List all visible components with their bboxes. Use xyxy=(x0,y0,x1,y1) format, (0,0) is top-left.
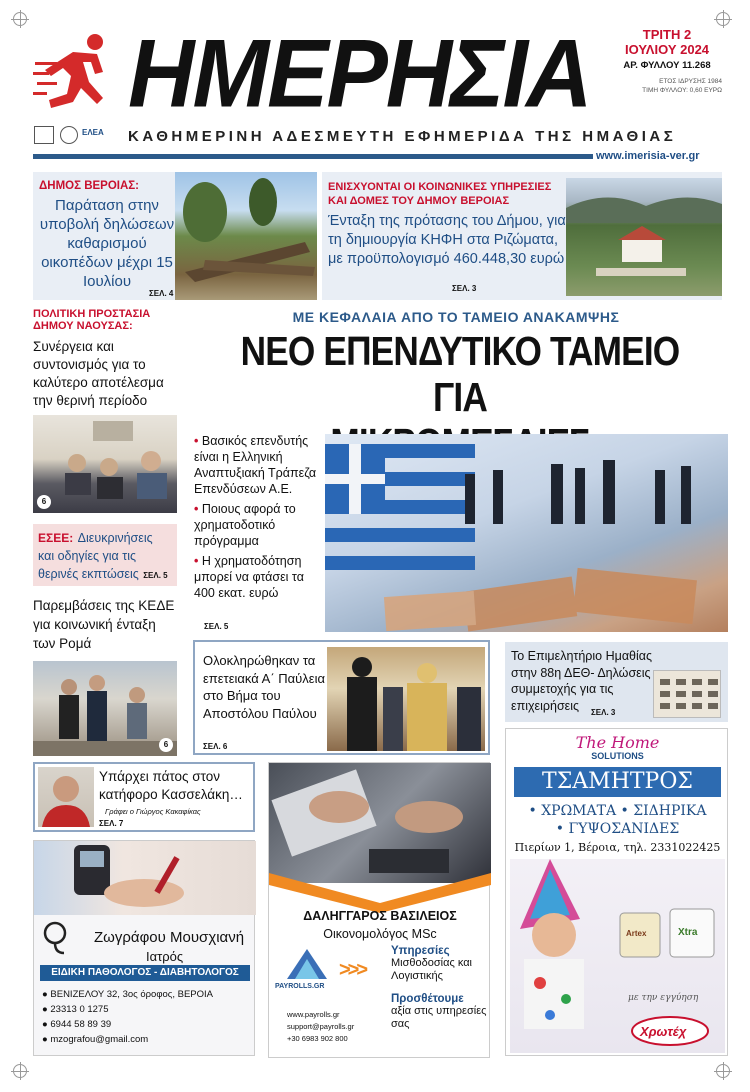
story-text: Ένταξη της πρότασης του Δήμου, για τη δημιουργία ΚΗΦΗ στα Ριζώματα, με προϋπολογισμό 460.448,30 ευρώ xyxy=(328,213,566,267)
naousa-text[interactable]: Συνέργεια και συντονισμός για το καλύτερο αποτέλεσμα την θερινή περίοδο xyxy=(33,339,164,408)
accountant-email[interactable]: support@payrolls.gr xyxy=(287,1022,355,1031)
date-day: ΤΡΙΤΗ 2 xyxy=(642,27,692,42)
doctor-mobile: ● 6944 58 89 39 xyxy=(42,1019,112,1030)
issue-number: ΑΡ. ΦΥΛΛΟΥ 11.268 xyxy=(623,60,711,71)
doctor-name: Ζωγράφου Μουσχιανή xyxy=(94,929,245,946)
lead-kicker: ΜΕ ΚΕΦΑΛΑΙΑ ΑΠΟ ΤΟ ΤΑΜΕΙΟ ΑΝΑΚΑΜΨΗΣ xyxy=(292,309,620,325)
page-ref: ΣΕΛ. 6 xyxy=(203,742,228,751)
orange-chevron-banner xyxy=(269,873,491,913)
author-photo xyxy=(38,767,94,827)
runner-logo-icon xyxy=(33,32,115,116)
page-badge: 6 xyxy=(37,495,51,509)
paint-store-ad[interactable] xyxy=(505,728,728,1056)
phone-icon: ● xyxy=(42,1004,48,1015)
top-left-story[interactable] xyxy=(33,172,317,300)
meeting-photo xyxy=(33,415,177,513)
accountant-title: Οικονομολόγος MSc xyxy=(323,927,437,941)
payrolls-brand: PAYROLLS.GR xyxy=(275,983,325,990)
registration-mark xyxy=(13,1064,27,1078)
registration-mark xyxy=(13,12,27,26)
story-text: Το Επιμελητήριο Ημαθίας στην 88η ΔΕΘ- Δηλώσεις συμμετοχής για τις επιχειρήσεις xyxy=(511,649,653,713)
paint-can-label: Artex xyxy=(626,929,647,938)
pavleia-story[interactable] xyxy=(193,640,490,755)
building-photo xyxy=(653,670,721,718)
chrotex-logo: Χρωτέχ xyxy=(640,1024,687,1039)
column-author: Γράφει ο Γιώργος Κακαφίκας xyxy=(105,807,201,816)
products-line: • ΓΥΨΟΣΑΝΙΔΕΣ xyxy=(555,821,680,837)
page-ref: ΣΕΛ. 3 xyxy=(452,284,477,293)
date-month: ΙΟΥΛΙΟΥ 2024 xyxy=(624,42,710,57)
mobile-icon: ● xyxy=(42,1019,48,1030)
esee-story[interactable] xyxy=(33,524,177,586)
stethoscope-icon xyxy=(38,921,72,957)
investment-fund-photo xyxy=(325,434,728,632)
seal-icon xyxy=(60,126,78,144)
chamber-story[interactable] xyxy=(505,642,728,722)
store-address: Πιερίων 1, Βέροια, τηλ. 2331022425 xyxy=(514,841,721,854)
accountant-ad[interactable] xyxy=(268,762,490,1058)
page-ref: ΣΕΛ. 4 xyxy=(149,289,174,298)
doctor-specialty: ΕΙΔΙΚΗ ΠΑΘΟΛΟΓΟΣ - ΔΙΑΒΗΤΟΛΟΓΟΣ xyxy=(40,965,250,981)
services-header: Υπηρεσίες xyxy=(391,945,450,957)
bullet-item: • Η χρηματοδότηση μπορεί να φτάσει τα 400 εκατ. ευρώ xyxy=(194,553,326,601)
top-right-story[interactable] xyxy=(322,172,722,300)
doctor-phone: ● 23313 0 1275 xyxy=(42,1004,109,1015)
esee-header: ΕΣΕΕ: xyxy=(38,531,74,545)
doctor-ad[interactable] xyxy=(33,840,255,1056)
story-header: ΕΝΙΣΧΥΟΝΤΑΙ ΟΙ ΚΟΙΝΩΝΙΚΕΣ ΥΠΗΡΕΣΙΕΣ ΚΑΙ ΔΟΜΕΣ ΤΟΥ ΔΗΜΟΥ ΒΕΡΟΙΑΣ xyxy=(328,181,552,207)
doctor-title: Ιατρός xyxy=(146,949,184,964)
column-story[interactable] xyxy=(33,762,255,832)
doctor-email: ● mzografou@gmail.com xyxy=(42,1034,149,1045)
doctor-address: ● ΒΕΝΙΖΕΛΟΥ 32, 3ος όροφος, ΒΕΡΟΙΑ xyxy=(42,989,214,1000)
bullet-item: • Βασικός επενδυτής είναι η Ελληνική Αναπτυξιακή Τράπεζα Επενδύσεων Α.Ε. xyxy=(194,433,326,497)
paint-can-label: Xtra xyxy=(678,927,698,938)
registration-mark xyxy=(716,12,730,26)
naousa-header: ΠΟΛΙΤΙΚΗ ΠΡΟΣΤΑΣΙΑ ΔΗΜΟΥ ΝΑΟΥΣΑΣ: xyxy=(33,308,151,332)
products-line: • ΧΡΩΜΑΤΑ • ΣΙΔΗΡΙΚΑ xyxy=(528,803,707,819)
page-ref: ΣΕΛ. 7 xyxy=(99,819,124,828)
services-text: Μισθοδοσίας και Λογιστικής xyxy=(391,957,472,982)
fallen-trees-photo xyxy=(175,172,317,300)
website-link[interactable]: www.imerisia-ver.gr xyxy=(596,150,700,162)
glucometer-photo xyxy=(34,841,256,915)
email-icon: ● xyxy=(42,1034,48,1045)
accountant-name: ΔΑΛΗΓΓΑΡΟΣ ΒΑΣΙΛΕΙΟΣ xyxy=(303,909,457,923)
brand-sub: SOLUTIONS xyxy=(591,751,644,761)
child-painting-photo xyxy=(510,859,725,1053)
founded-year: ΕΤΟΣ ΙΔΡΥΣΗΣ 1984 xyxy=(659,78,722,85)
column-title: Υπάρχει πάτος στον κατήφορο Κασσελάκη… xyxy=(99,769,243,802)
pin-icon: ● xyxy=(42,989,48,1000)
payrolls-logo-icon xyxy=(287,949,327,979)
roma-photo xyxy=(33,661,177,756)
masthead-title: ΗΜΕΡΗΣΙΑ xyxy=(128,20,591,128)
lead-bullets xyxy=(194,433,326,605)
ad-slogan: με την εγγύηση xyxy=(628,993,699,1003)
elea-logo: ΕΛΕΑ xyxy=(82,128,104,137)
page-ref: ΣΕΛ. 5 xyxy=(204,622,229,631)
added-header: Προσθέτουμε xyxy=(391,993,464,1005)
headline-line: ΝΕΟ ΕΠΕΝΔΥΤΙΚΟ ΤΑΜΕΙΟ ΓΙΑ xyxy=(240,328,680,420)
issue-price: ΤΙΜΗ ΦΥΛΛΟΥ: 0,60 ΕΥΡΩ xyxy=(642,87,722,94)
story-text: Παράταση στην υποβολή δηλώσεων καθαρισμού οικοπέδων μέχρι 15 Ιουλίου xyxy=(39,197,175,290)
calculator-photo xyxy=(269,763,491,883)
cert-logo-icon xyxy=(34,126,54,144)
arrows-icon: >>> xyxy=(339,959,366,981)
page-ref: ΣΕΛ. 3 xyxy=(591,708,616,717)
village-aerial-photo xyxy=(566,178,722,296)
accountant-phone: +30 6983 902 800 xyxy=(287,1034,348,1043)
brand-top: The Home xyxy=(575,733,660,752)
story-header: ΔΗΜΟΣ ΒΕΡΟΙΑΣ: xyxy=(39,180,140,192)
page-ref: ΣΕΛ. 5 xyxy=(143,571,168,580)
kede-text[interactable]: Παρεμβάσεις της ΚΕΔΕ για κοινωνική ένταξη των Ρομά xyxy=(33,598,175,651)
masthead-rule xyxy=(33,154,593,159)
accountant-web[interactable]: www.payrolls.gr xyxy=(287,1010,340,1019)
esee-text: Διευκρινήσεις και οδηγίες για τις θερινές εκπτώσεις xyxy=(38,531,153,581)
bullet-item: • Ποιους αφορά το χρηματοδοτικό πρόγραμμα xyxy=(194,501,326,549)
clergy-photo xyxy=(327,647,485,751)
registration-mark xyxy=(716,1064,730,1078)
page-badge: 6 xyxy=(159,738,173,752)
story-text: Ολοκληρώθηκαν τα επετειακά Α΄ Παύλεια στο Βήμα του Αποστόλου Παύλου xyxy=(203,653,325,721)
store-name: ΤΣΑΜΗΤΡΟΣ xyxy=(514,767,721,797)
added-text: αξία στις υπηρεσίες σας xyxy=(391,1005,487,1030)
masthead-tagline: ΚΑΘΗΜΕΡΙΝΗ ΑΔΕΣΜΕΥΤΗ ΕΦΗΜΕΡΙΔΑ ΤΗΣ ΗΜΑΘΙΑΣ xyxy=(128,128,677,145)
